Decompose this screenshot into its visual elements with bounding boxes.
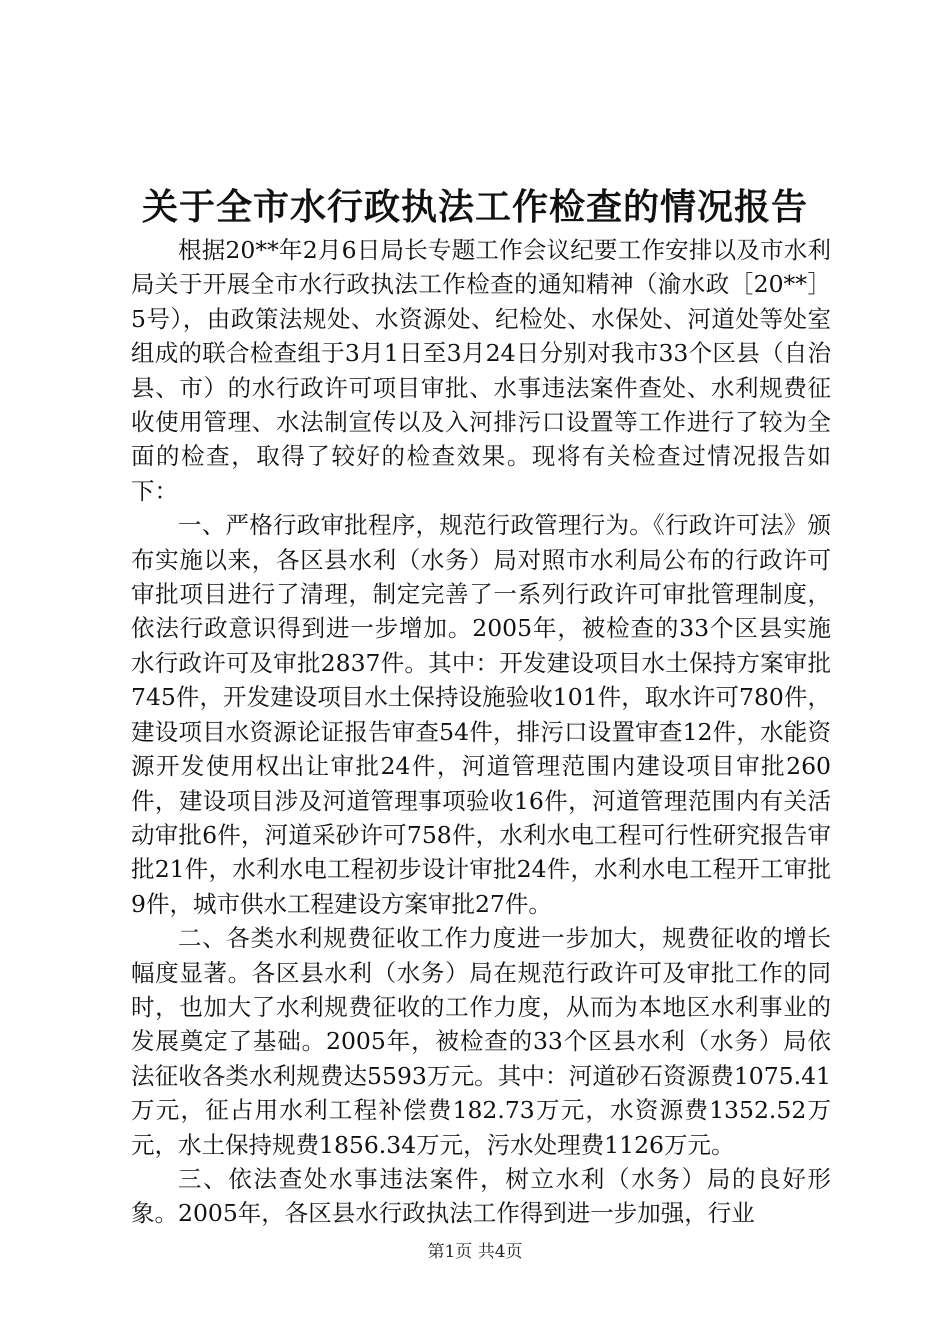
paragraph-section-3: 三、依法查处水事违法案件，树立水利（水务）局的良好形象。2005年，各区县水行政执法工作得到进一步加强，行业 [131,1164,831,1228]
paragraph-intro: 根据20**年2月6日局长专题工作会议纪要工作安排以及市水利局关于开展全市水行政执法工作检查的通知精神（渝水政［20**］5号），由政策法规处、水资源处、纪检处、水保处、河道处等处室组成的联合检查组于3月1日至3月24日分别对我市33个区县（自治县、市）的水行政许可项目审批、水事违法案件查处、水利规费征收使用管理、水法制宣传以及入河排污口设置等工作进行了较为全面的检查，取得了较好的检查效果。现将有关检查过情况报告如下： [131,236,831,505]
paragraph-section-1: 一、严格行政审批程序，规范行政管理行为。《行政许可法》颁布实施以来，各区县水利（水务）局对照市水利局公布的行政许可审批项目进行了清理，制定完善了一系列行政许可审批管理制度，依法行政意识得到进一步增加。2005年，被检查的33个区县实施水行政许可及审批2837件。其中：开发建设项目水土保持方案审批745件，开发建设项目水土保持设施验收101件，取水许可780件，建设项目水资源论证报告审查54件，排污口设置审查12件，水能资源开发使用权出让审批24件，河道管理范围内建设项目审批260件，建设项目涉及河道管理事项验收16件，河道管理范围内有关活动审批6件，河道采砂许可758件，水利水电工程可行性研究报告审批21件，水利水电工程初步设计审批24件，水利水电工程开工审批9件，城市供水工程建设方案审批27件。 [131,511,831,918]
document-body [131,233,831,1231]
page-number-footer: 第1页 共4页 [427,1242,523,1262]
document-title: 关于全市水行政执法工作检查的情况报告 [141,186,808,228]
paragraph-section-2: 二、各类水利规费征收工作力度进一步加大，规费征收的增长幅度显著。各区县水利（水务）局在规范行政许可及审批工作的同时，也加大了水利规费征收的工作力度，从而为本地区水利事业的发展奠定了基础。2005年，被检查的33个区县水利（水务）局依法征收各类水利规费达5593万元。其中：河道砂石资源费1075.41万元，征占用水利工程补偿费182.73万元，水资源费1352.52万元，水土保持规费1856.34万元，污水处理费1126万元。 [131,924,831,1159]
